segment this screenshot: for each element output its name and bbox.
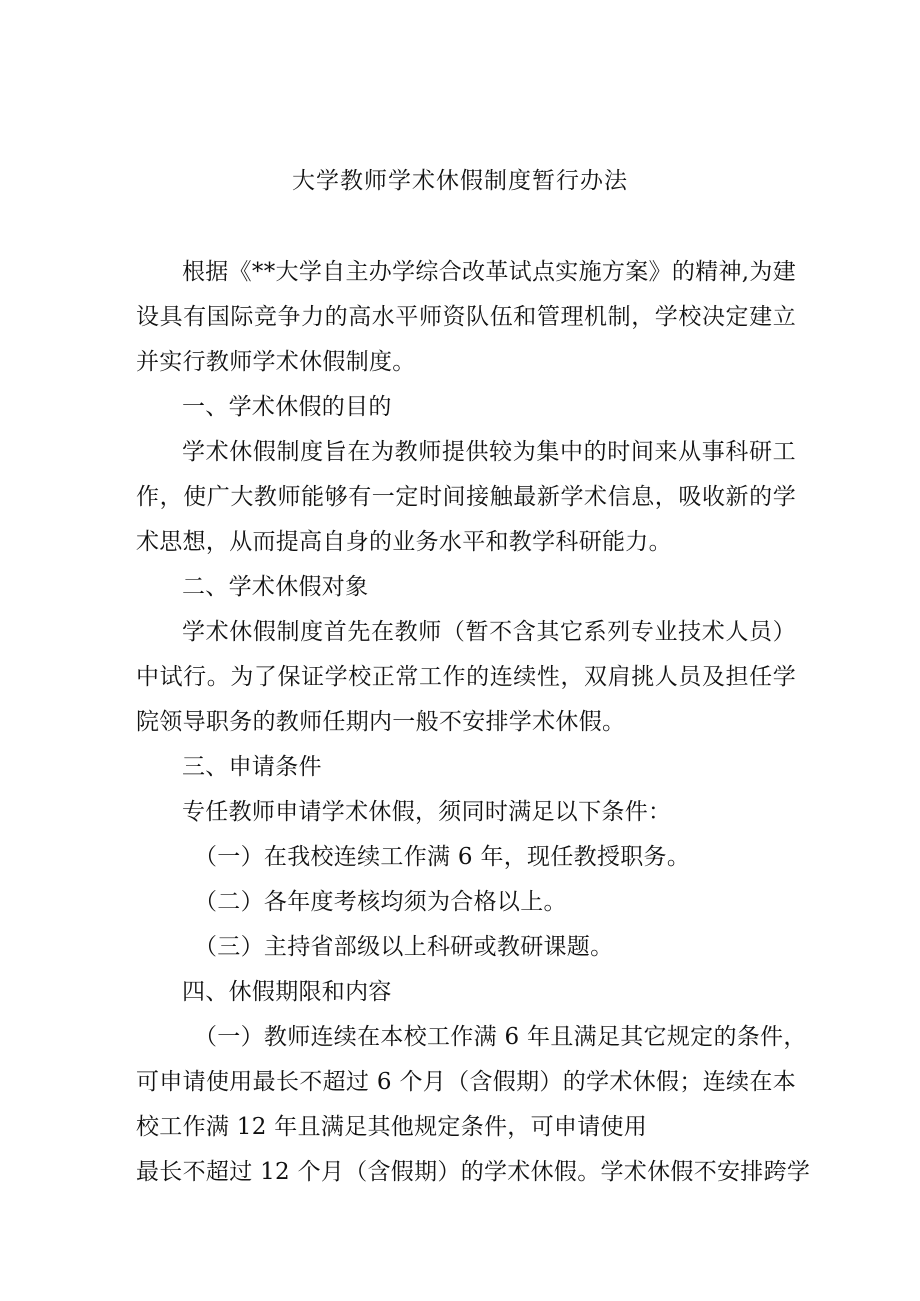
paragraph-line: 作，使广大教师能够有一定时间接触最新学术信息，吸收新的学 bbox=[136, 484, 796, 510]
paragraph-line: 中试行。为了保证学校正常工作的连续性，双肩挑人员及担任学 bbox=[136, 664, 796, 690]
section-heading: 二、学术休假对象 bbox=[182, 574, 369, 600]
section-heading: 三、申请条件 bbox=[182, 754, 322, 780]
paragraph-line: 专任教师申请学术休假，须同时满足以下条件： bbox=[182, 799, 672, 825]
paragraph-line: 设具有国际竞争力的高水平师资队伍和管理机制，学校决定建立 bbox=[136, 304, 796, 330]
paragraph-line: 校工作满 12 年且满足其他规定条件，可申请使用 bbox=[136, 1114, 648, 1140]
paragraph-line: 术思想，从而提高自身的业务水平和教学科研能力。 bbox=[136, 529, 672, 555]
document-title: 大学教师学术休假制度暂行办法 bbox=[292, 168, 628, 194]
list-item: （一）在我校连续工作满 6 年，现任教授职务。 bbox=[194, 844, 691, 870]
list-item: （三）主持省部级以上科研或教研课题。 bbox=[194, 934, 614, 960]
section-heading: 一、学术休假的目的 bbox=[182, 394, 392, 420]
paragraph-line: 院领导职务的教师任期内一般不安排学术休假。 bbox=[136, 709, 626, 735]
paragraph-line: （一）教师连续在本校工作满 6 年且满足其它规定的条件， bbox=[194, 1024, 807, 1050]
paragraph-line: 最长不超过 12 个月（含假期）的学术休假。学术休假不安排跨学 bbox=[136, 1159, 811, 1185]
document-body bbox=[136, 250, 811, 1195]
paragraph-line: 根据《**大学自主办学综合改革试点实施方案》的精神,为建 bbox=[182, 259, 796, 285]
paragraph-line: 可申请使用最长不超过 6 个月（含假期）的学术休假；连续在本 bbox=[136, 1069, 796, 1095]
section-heading: 四、休假期限和内容 bbox=[182, 979, 392, 1005]
paragraph-line: 并实行教师学术休假制度。 bbox=[136, 349, 416, 375]
paragraph-line: 学术休假制度旨在为教师提供较为集中的时间来从事科研工 bbox=[182, 439, 796, 465]
paragraph-line: 学术休假制度首先在教师（暂不含其它系列专业技术人员） bbox=[182, 619, 796, 645]
list-item: （二）各年度考核均须为合格以上。 bbox=[194, 889, 567, 915]
